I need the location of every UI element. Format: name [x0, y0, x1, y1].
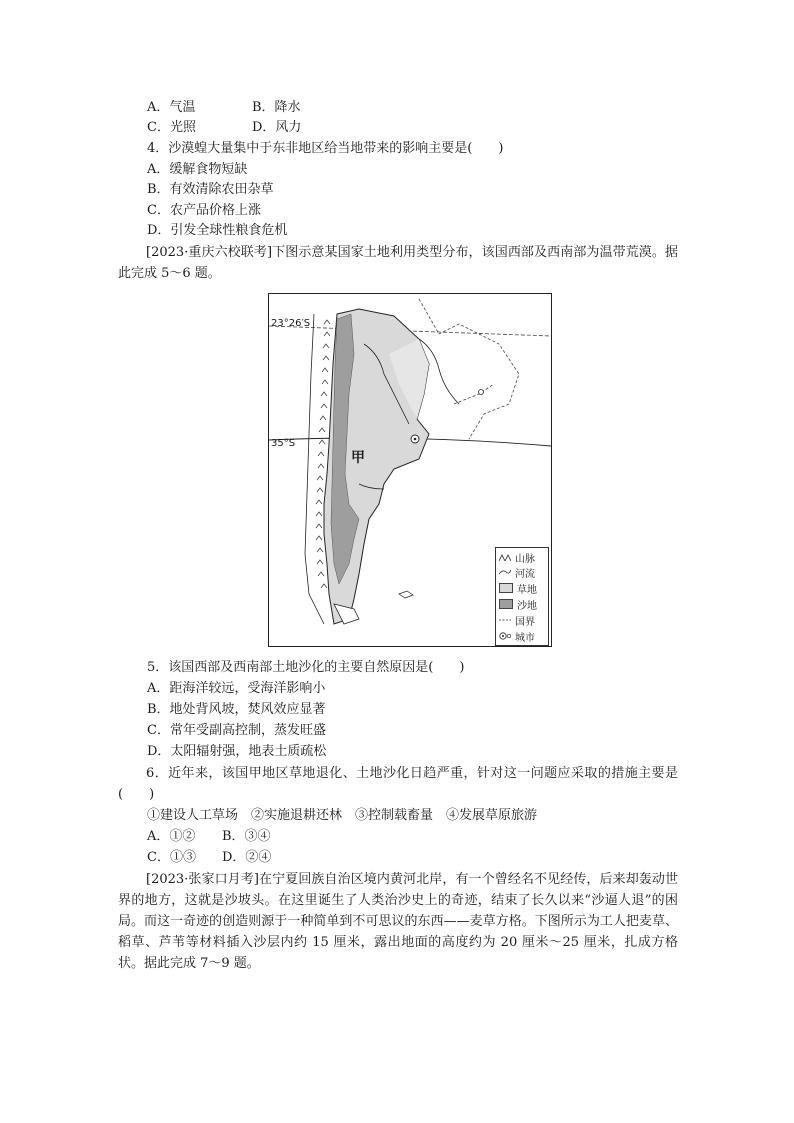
legend-item-mountain: [499, 550, 535, 564]
border-icon: [499, 616, 511, 624]
legend-label-city: 城市: [515, 632, 535, 644]
legend-item-river: [499, 565, 535, 579]
option-d: D．风力: [252, 120, 302, 135]
question-4-stem: 4．沙漠蝗大量集中于东非地区给当地带来的影响主要是( ): [147, 141, 504, 156]
border-line-2: [454, 384, 494, 404]
question-5-option-c: C．常年受副高控制，蒸发旺盛: [147, 723, 326, 738]
legend-item-border: [499, 613, 535, 627]
question-5-stem: 5．该国西部及西南部土地沙化的主要自然原因是( ): [147, 660, 465, 675]
legend-label-sand: 沙地: [517, 600, 537, 612]
legend-label-mountain: 山脉: [515, 553, 535, 565]
question-6-option-a: A．①②: [147, 829, 196, 844]
border-line: [419, 299, 519, 439]
map-legend: [495, 547, 549, 646]
legend-label-border: 国界: [515, 616, 535, 628]
question-6-option-c: C．①③: [147, 850, 196, 865]
region-label-jia: 甲: [351, 450, 365, 466]
city-marker-2: [479, 390, 484, 395]
question-6-option-d: D．②④: [222, 850, 272, 865]
west-coast: [305, 314, 324, 624]
question-4-option-b: B．有效清除农田杂草: [147, 182, 274, 197]
legend-item-grass: [499, 581, 537, 595]
question-4-option-c: C．农产品价格上涨: [147, 203, 261, 218]
mountain-icon: [499, 553, 511, 561]
river-icon: [499, 568, 511, 576]
legend-item-city: [499, 629, 535, 643]
city-icon: [499, 632, 511, 640]
intro-paragraph-1: [2023·重庆六校联考]下图示意某国家土地利用类型分布，该国西部及西南部为温带荒漠。据此完成 5～6 题。: [118, 245, 678, 281]
city-dot: [414, 438, 417, 441]
question-4-option-d: D．引发全球性粮食危机: [147, 223, 288, 238]
legend-label-grass: 草地: [517, 584, 537, 596]
question-4-option-a: A．缓解食物短缺: [147, 162, 248, 177]
legend-item-sand: [499, 597, 537, 611]
option-a: A．气温: [147, 100, 196, 115]
latitude-label-23: 23°26′S: [271, 318, 311, 329]
legend-label-river: 河流: [515, 568, 535, 580]
question-5-option-b: B．地处背风坡，焚风效应显著: [147, 702, 326, 717]
question-6-stem: 6．近年来，该国甲地区草地退化、土地沙化日趋严重，针对这一问题应采取的措施主要是( ): [118, 766, 678, 802]
question-5-option-d: D．太阳辐射强，地表土质疏松: [147, 744, 327, 759]
latitude-label-35: 35°S: [271, 438, 296, 449]
question-6-items: ①建设人工草场 ②实施退耕还林 ③控制载畜量 ④发展草原旅游: [147, 808, 538, 823]
option-c: C．光照: [147, 120, 196, 135]
question-5-option-a: A．距海洋较远，受海洋影响小: [147, 681, 326, 696]
option-b: B．降水: [252, 100, 301, 115]
intro-paragraph-2: [2023·张家口月考]在宁夏回族自治区境内黄河北岸，有一个曾经名不见经传，后来却轰动世界的地方，这就是沙坡头。在这里诞生了人类治沙史上的奇迹，结束了长久以来“沙逼人退”的困局。而这一奇迹的创造则源于一种简单到不可思议的东西——麦草方格。下图所示为工人把麦草、稻草、芦苇等材料插入沙层内约 15 厘米，露出地面的高度约为 20 厘米～25 厘米，扎成方格状。据此完成 7～9 题。: [118, 872, 678, 971]
island-east: [399, 591, 413, 598]
question-6-option-b: B．③④: [222, 829, 271, 844]
grass-swatch-icon: [499, 583, 513, 593]
sand-swatch-icon: [499, 599, 513, 609]
